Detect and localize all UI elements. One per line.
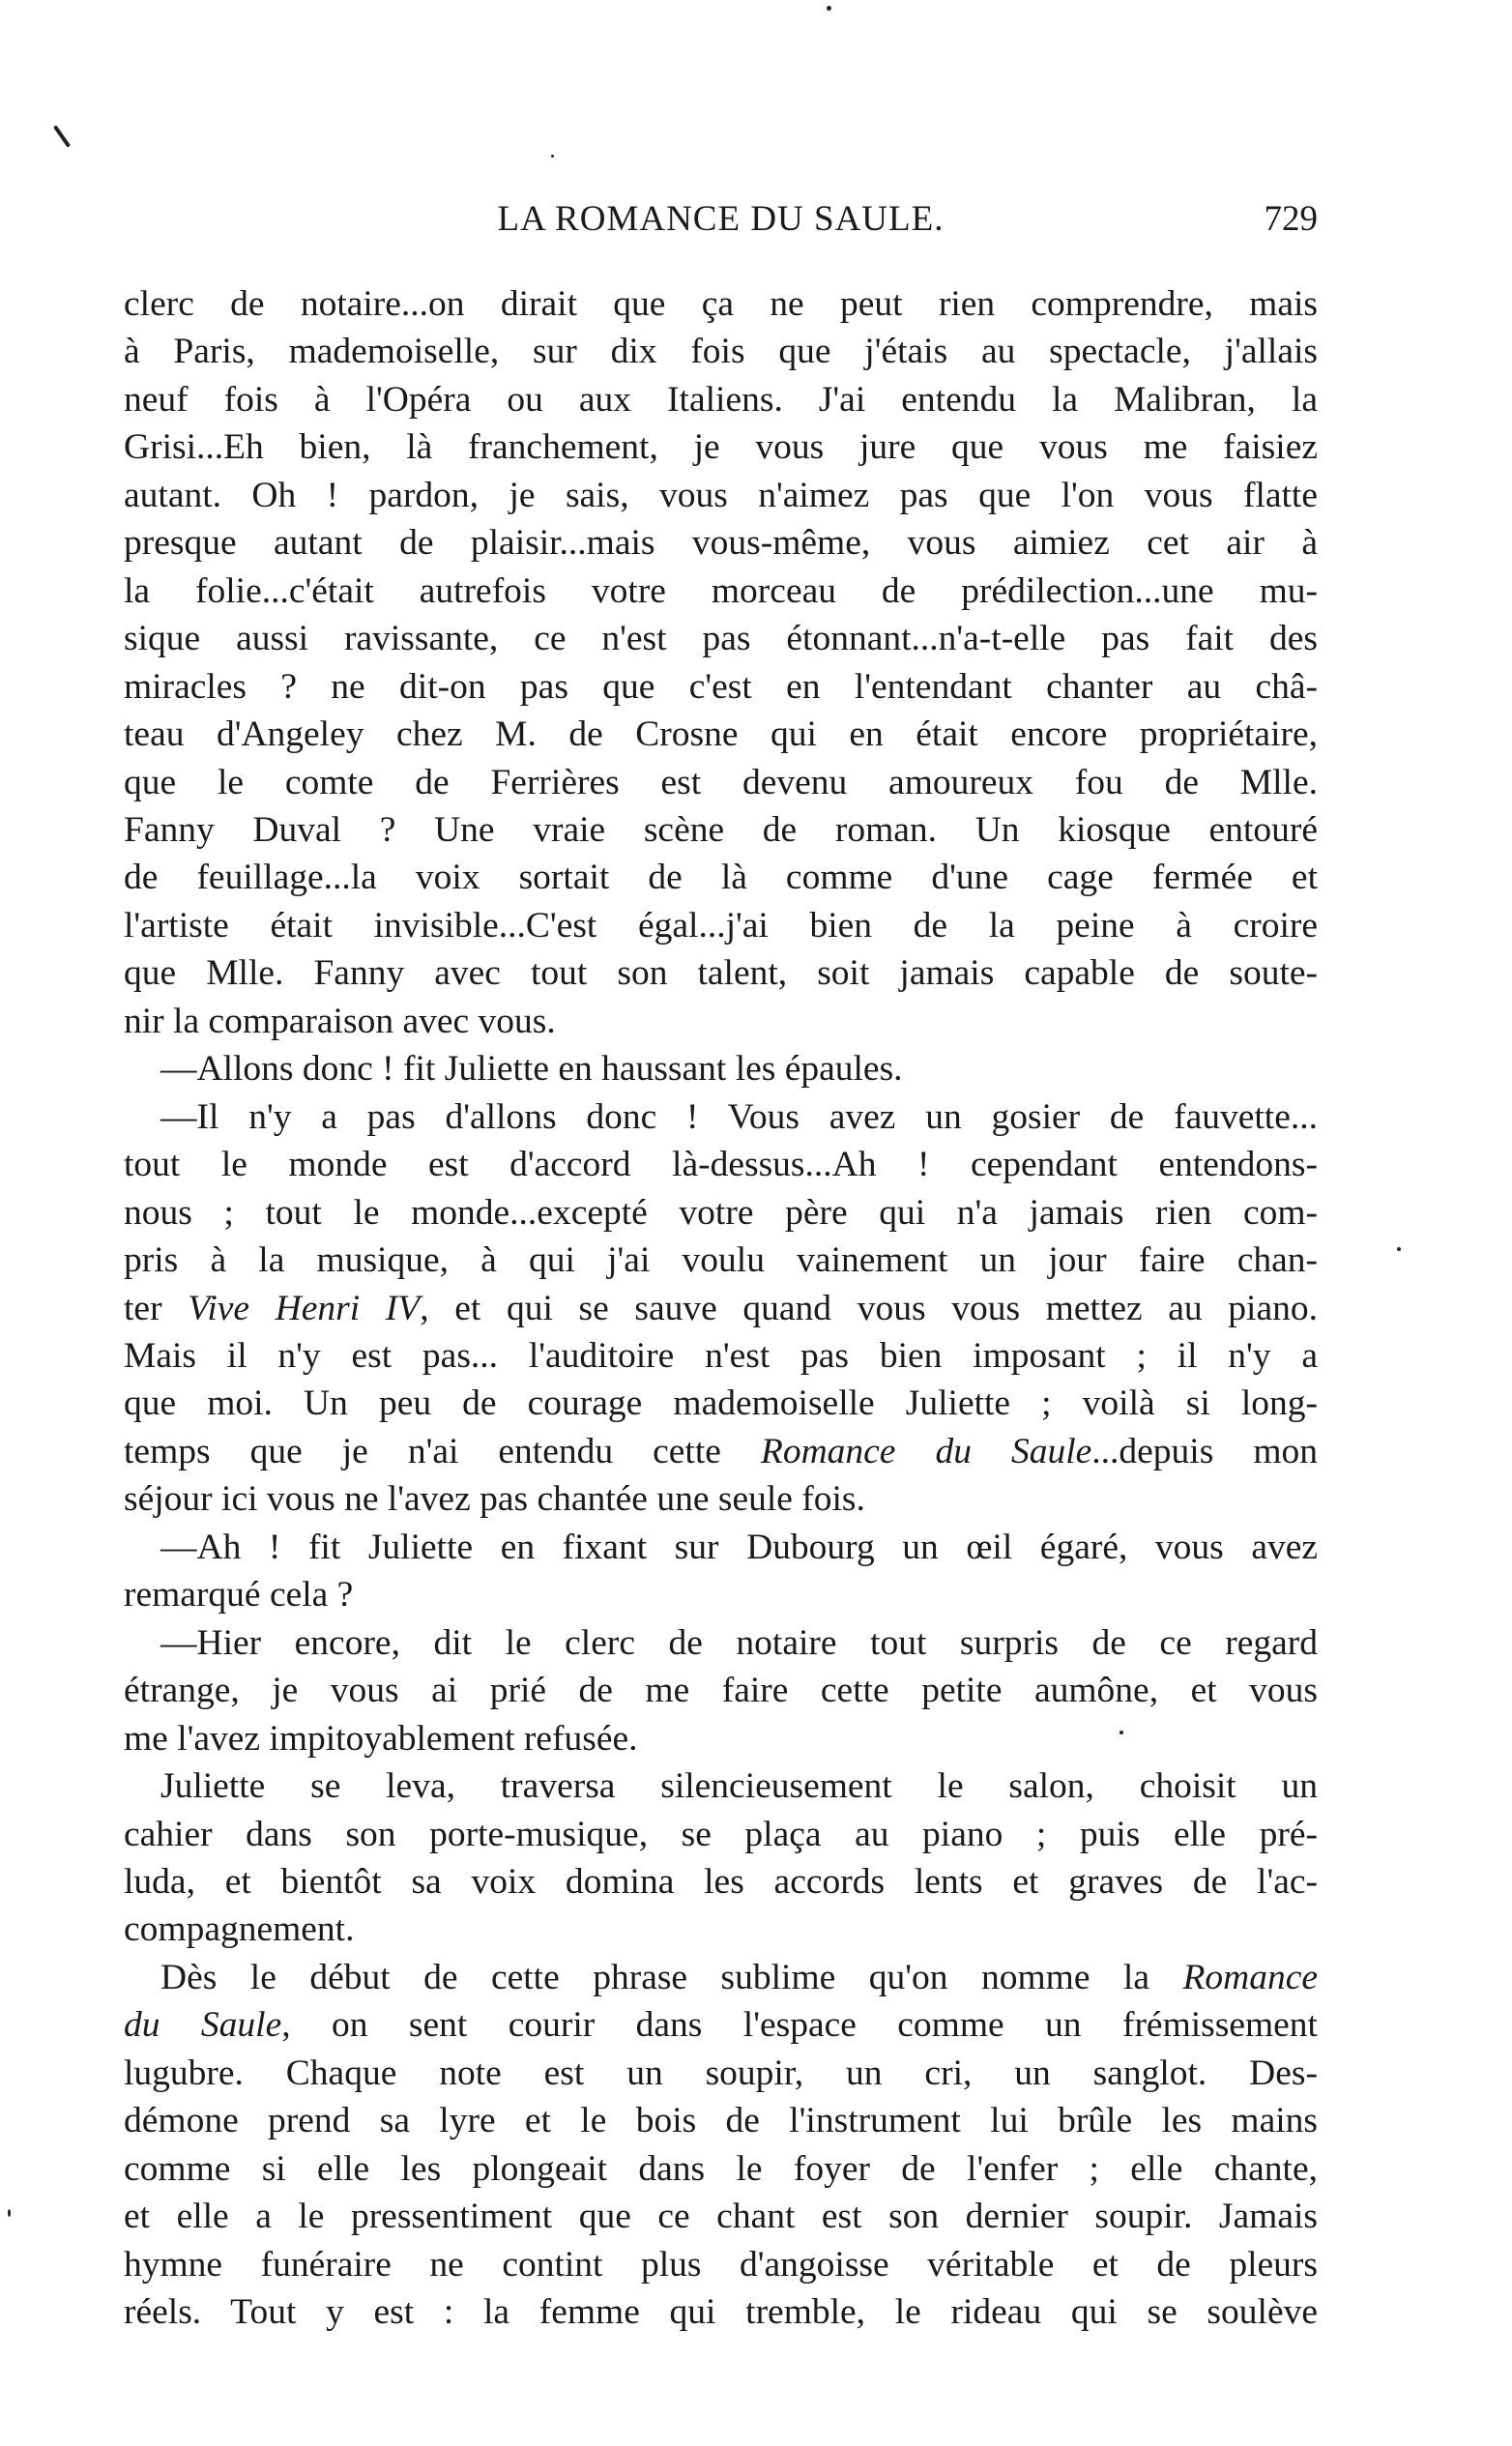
ink-speck <box>1397 1247 1401 1251</box>
body-text <box>124 280 1318 2336</box>
text-line <box>124 1428 1318 1475</box>
text-line: réels. Tout y est : la femme qui tremble, le rideau qui se soulève <box>124 2292 1318 2333</box>
text-line: clerc de notaire...on dirait que ça ne peut rien comprendre, mais <box>124 284 1318 324</box>
text-line: que le comte de Ferrières est devenu amoureux fou de Mlle. <box>124 762 1318 802</box>
text-line: autant. Oh ! pardon, je sais, vous n'aimez pas que l'on vous flatte <box>124 475 1318 515</box>
text-line: me l'avez impitoyablement refusée. <box>124 1718 638 1759</box>
text-line: presque autant de plaisir...mais vous-même, vous aimiez cet air à <box>124 523 1318 564</box>
italic-title: Romance <box>1182 1957 1318 1997</box>
text-line: lugubre. Chaque note est un soupir, un cri, un sanglot. Des- <box>124 2053 1318 2093</box>
text-line: luda, et bientôt sa voix domina les accords lents et graves de l'ac- <box>124 1861 1318 1902</box>
page-header <box>124 198 1318 256</box>
text-line: compagnement. <box>124 1909 355 1950</box>
text-line: tout le monde est d'accord là-dessus...Ah ! cependant entendons- <box>124 1145 1318 1185</box>
text-line: miracles ? ne dit-on pas que c'est en l'entendant chanter au châ- <box>124 666 1318 707</box>
italic-title: Vive Henri IV <box>188 1288 421 1328</box>
text-line: —Il n'y a pas d'allons donc ! Vous avez un gosier de fauvette... <box>160 1096 1318 1137</box>
text-line: remarqué cela ? <box>124 1575 354 1616</box>
text-line: à Paris, mademoiselle, sur dix fois que j'étais au spectacle, j'allais <box>124 332 1318 372</box>
text-run: , on sent courir dans l'espace comme un frémissement <box>281 2005 1318 2046</box>
text-line: Fanny Duval ? Une vraie scène de roman. Un kiosque entouré <box>124 809 1318 850</box>
paragraph-dubourg-insists <box>124 1093 1318 1524</box>
paragraph-juliette-reply <box>124 1045 1318 1092</box>
text-line: neuf fois à l'Opéra ou aux Italiens. J'ai entendu la Malibran, la <box>124 379 1318 420</box>
text-run: ter <box>124 1288 189 1328</box>
text-line: séjour ici vous ne l'avez pas chantée une seule fois. <box>124 1479 865 1520</box>
text-line: nous ; tout le monde...excepté votre père qui n'a jamais rien com- <box>124 1192 1318 1233</box>
paragraph-romance-description <box>124 1954 1318 2337</box>
paragraph-dubourg-speech <box>124 280 1318 1045</box>
text-run: Dès le début de cette phrase sublime qu'on nomme la <box>160 1957 1183 1997</box>
text-run: , et qui se sauve quand vous vous mettez au piano. <box>420 1288 1318 1328</box>
text-line: que moi. Un peu de courage mademoiselle Juliette ; voilà si long- <box>124 1383 1318 1424</box>
ink-speck <box>551 155 554 158</box>
ink-speck <box>827 6 831 11</box>
italic-title: du Saule <box>124 2005 282 2046</box>
text-line: pris à la musique, à qui j'ai voulu vainement un jour faire chan- <box>124 1240 1318 1281</box>
text-line: Juliette se leva, traversa silencieusement le salon, choisit un <box>160 1766 1318 1807</box>
running-title: LA ROMANCE DU SAULE. <box>497 199 945 239</box>
text-line: de feuillage...la voix sortait de là comme d'une cage fermée et <box>124 858 1318 898</box>
text-line: que Mlle. Fanny avec tout son talent, soit jamais capable de soute- <box>124 953 1318 994</box>
ink-speck <box>8 2209 11 2217</box>
text-line: Grisi...Eh bien, là franchement, je vous jure que vous me faisiez <box>124 427 1318 468</box>
ink-speck <box>53 125 71 148</box>
paragraph-clerc-answer <box>124 1619 1318 1762</box>
text-line: hymne funéraire ne contint plus d'angoisse véritable et de pleurs <box>124 2244 1318 2285</box>
italic-title: Romance du Saule <box>760 1431 1092 1471</box>
text-line: —Ah ! fit Juliette en fixant sur Dubourg un œil égaré, vous avez <box>160 1527 1318 1567</box>
text-run: ...depuis mon <box>1091 1431 1318 1471</box>
text-line: étrange, je vous ai prié de me faire cette petite aumône, et vous <box>124 1671 1318 1711</box>
text-line: l'artiste était invisible...C'est égal...j'ai bien de la peine à croire <box>124 905 1318 946</box>
text-line: la folie...c'était autrefois votre morceau de prédilection...une mu- <box>124 570 1318 611</box>
page-number: 729 <box>1264 199 1318 239</box>
text-line: —Hier encore, dit le clerc de notaire tout surpris de ce regard <box>160 1622 1318 1663</box>
text-line: démone prend sa lyre et le bois de l'instrument lui brûle les mains <box>124 2101 1318 2141</box>
paragraph-juliette-sings <box>124 1762 1318 1954</box>
text-line: nir la comparaison avec vous. <box>124 1001 556 1041</box>
text-line: et elle a le pressentiment que ce chant est son dernier soupir. Jamais <box>124 2197 1318 2237</box>
paragraph-juliette-question <box>124 1524 1318 1619</box>
text-run: temps que je n'ai entendu cette <box>124 1431 761 1471</box>
text-line <box>124 1285 1318 1332</box>
text-line <box>124 2001 1318 2049</box>
text-line <box>124 1954 1318 2001</box>
text-line: —Allons donc ! fit Juliette en haussant les épaules. <box>160 1049 903 1090</box>
text-line: sique aussi ravissante, ce n'est pas étonnant...n'a-t-elle pas fait des <box>124 619 1318 659</box>
text-line: teau d'Angeley chez M. de Crosne qui en était encore propriétaire, <box>124 714 1318 755</box>
text-line: comme si elle les plongeait dans le foyer de l'enfer ; elle chante, <box>124 2148 1318 2189</box>
text-line: Mais il n'y est pas... l'auditoire n'est pas bien imposant ; il n'y a <box>124 1335 1318 1376</box>
text-line: cahier dans son porte-musique, se plaça au piano ; puis elle pré- <box>124 1814 1318 1854</box>
